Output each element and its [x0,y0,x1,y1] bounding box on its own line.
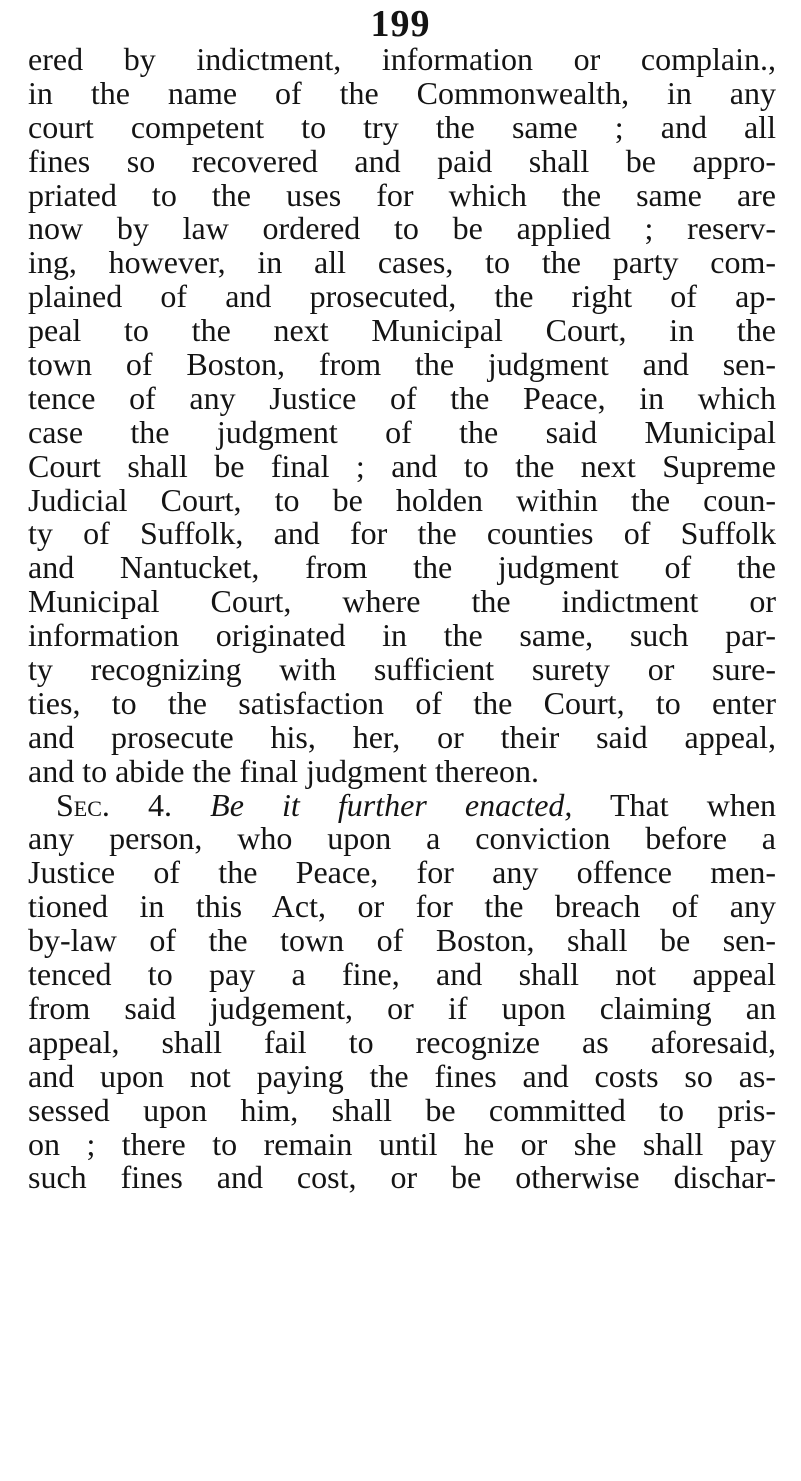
text-line: tioned in this Act, or for the breach of any [28,888,776,925]
text-line: now by law ordered to be applied ; reserv- [28,210,776,247]
text-line: tenced to pay a fine, and shall not appeal [28,956,776,993]
text-line: court competent to try the same ; and all [28,108,776,145]
text-line: from said judgement, or if upon claiming an [28,989,776,1026]
page-number: 199 [370,3,431,45]
text-line: any person, who upon a conviction before a [28,820,776,857]
text-line: and prosecute his, her, or their said appeal, [28,718,776,755]
text-line: town of Boston, from the judgment and sen- [28,346,776,383]
text-line: case the judgment of the said Municipal [28,413,776,450]
text-line: in the name of the Commonwealth, in any [28,74,776,111]
text-line: peal to the next Municipal Court, in the [28,312,776,349]
text-line: plained of and prosecuted, the right of ap- [28,278,776,315]
text-line: information originated in the same, such par- [28,617,776,654]
text-line: ty recognizing with sufficient surety or sure- [28,651,776,688]
text-line: appeal, shall fail to recognize as aforesaid, [28,1023,776,1060]
text-line: Judicial Court, to be holden within the coun- [28,481,776,518]
text-line: ties, to the satisfaction of the Court, to enter [28,684,776,721]
text-line: ing, however, in all cases, to the party com- [28,244,776,281]
text-line: priated to the uses for which the same are [28,176,776,213]
section-label: Sec. 4. [56,786,173,823]
text-line: and upon not paying the fines and costs so as- [28,1057,776,1094]
text-line: and to abide the final judgment thereon. [28,752,539,789]
text-line: by-law of the town of Boston, shall be sen- [28,922,776,959]
text-line: ty of Suffolk, and for the counties of Suffolk [28,515,776,552]
text-line: Court shall be final ; and to the next Supreme [28,447,776,484]
section-heading-line [28,786,777,823]
body-text [28,43,776,1195]
text-line: and Nantucket, from the judgment of the [28,549,776,586]
text-line: tence of any Justice of the Peace, in which [28,379,776,416]
text-line: such fines and cost, or be otherwise dischar- [28,1159,776,1196]
text-line: fines so recovered and paid shall be appro- [28,142,776,179]
section-first-line-text: That when [609,786,777,823]
text-line: Municipal Court, where the indictment or [28,583,776,620]
text-line: on ; there to remain until he or she shall pay [28,1125,776,1162]
enacting-clause: Be it further enacted, [210,786,573,823]
text-line: sessed upon him, shall be committed to pris- [28,1091,776,1128]
text-line: ered by indictment, information or complain., [28,41,776,77]
text-line: Justice of the Peace, for any offence men- [28,854,776,891]
